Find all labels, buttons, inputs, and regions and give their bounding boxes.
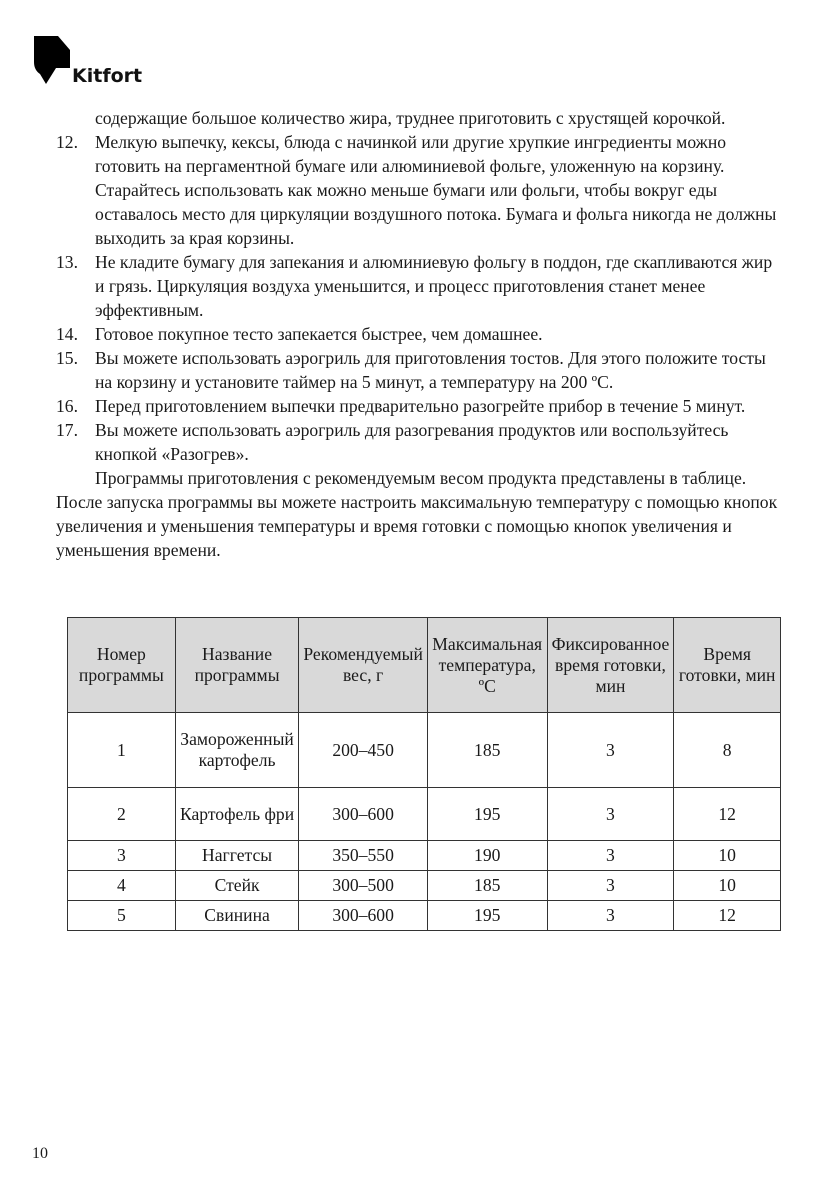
list-item (56, 394, 781, 418)
instructions-text (56, 106, 781, 562)
table-cell: Картофель фри (175, 788, 299, 841)
list-item-text: Перед приготовлением выпечки предварительно разогрейте прибор в течение 5 минут. (95, 396, 746, 416)
table-cell: 3 (547, 901, 674, 931)
list-item (56, 418, 781, 466)
list-item-text: Не кладите бумагу для запекания и алюминиевую фольгу в поддон, где скапливаются жир и грязь. Циркуляция воздуха уменьшится, и процесс приготовления станет менее эффективным. (95, 252, 773, 320)
table-row (68, 841, 781, 871)
list-item-number: 17. (56, 420, 78, 440)
table-cell: 2 (68, 788, 176, 841)
list-item (56, 250, 781, 322)
table-cell: 3 (68, 841, 176, 871)
table-row (68, 901, 781, 931)
header-recommended-weight: Рекомендуемый вес, г (299, 618, 428, 713)
brand-logo (32, 34, 142, 86)
kitfort-logo-icon (32, 34, 72, 86)
table-cell: 3 (547, 713, 674, 788)
table-cell: 10 (674, 841, 781, 871)
list-item (56, 322, 781, 346)
table-cell: 3 (547, 871, 674, 901)
table-cell: 200–450 (299, 713, 428, 788)
table-row (68, 713, 781, 788)
table-cell: Стейк (175, 871, 299, 901)
table-cell: 195 (427, 901, 547, 931)
list-item-text: Вы можете использовать аэрогриль для разогревания продуктов или воспользуйтесь кнопкой «Разогрев». (95, 420, 729, 464)
list-item-number: 14. (56, 324, 78, 344)
list-item-text: Мелкую выпечку, кексы, блюда с начинкой или другие хрупкие ингредиенты можно готовить на пергаментной бумаге или алюминиевой фольге, уложенную на корзину. Старайтесь использовать как можно меньше бумаги или фольги, чтобы вокруг еды оставалось место для циркуляции воздушного потока. Бумага и фольга никогда не должны выходить за края корзины. (95, 132, 777, 248)
list-item (56, 346, 781, 394)
table-cell: 350–550 (299, 841, 428, 871)
table-cell: 185 (427, 871, 547, 901)
table-cell: 4 (68, 871, 176, 901)
header-program-number: Номер программы (68, 618, 176, 713)
programs-table (67, 617, 781, 931)
table-cell: 1 (68, 713, 176, 788)
table-cell: 190 (427, 841, 547, 871)
table-header-row (68, 618, 781, 713)
table-cell: 5 (68, 901, 176, 931)
table-cell: 12 (674, 901, 781, 931)
list-item-text: Готовое покупное тесто запекается быстрее, чем домашнее. (95, 324, 543, 344)
header-fixed-time: Фиксированное время готовки, мин (547, 618, 674, 713)
table-cell: 195 (427, 788, 547, 841)
table-cell: 300–600 (299, 788, 428, 841)
brand-name: Kitfort (72, 65, 143, 87)
table-row (68, 788, 781, 841)
table-cell: Свинина (175, 901, 299, 931)
table-cell: 300–500 (299, 871, 428, 901)
list-item-number: 13. (56, 252, 78, 272)
table-cell: 300–600 (299, 901, 428, 931)
page-number: 10 (32, 1145, 48, 1162)
header-program-name: Название программы (175, 618, 299, 713)
list-item-number: 15. (56, 348, 78, 368)
list-item-text: Вы можете использовать аэрогриль для приготовления тостов. Для этого положите тосты на корзину и установите таймер на 5 минут, а температуру на 200 ºC. (95, 348, 766, 392)
table-cell: 3 (547, 788, 674, 841)
table-cell: 3 (547, 841, 674, 871)
table-cell: 12 (674, 788, 781, 841)
table-cell: 10 (674, 871, 781, 901)
table-cell: 185 (427, 713, 547, 788)
table-cell: Замороженный картофель (175, 713, 299, 788)
list-item-number: 12. (56, 132, 78, 152)
programs-paragraph: Программы приготовления с рекомендуемым весом продукта представлены в таблице. После запуска программы вы можете настроить максимальную температуру с помощью кнопок увеличения и уменьшения температуры и время готовки с помощью кнопок увеличения и уменьшения времени. (56, 468, 778, 560)
continuation-text: содержащие большое количество жира, труднее приготовить с хрустящей корочкой. (95, 108, 726, 128)
table-cell: Наггетсы (175, 841, 299, 871)
table-cell: 8 (674, 713, 781, 788)
table-row (68, 871, 781, 901)
list-item-number: 16. (56, 396, 78, 416)
header-cooking-time: Время готовки, мин (674, 618, 781, 713)
list-item (56, 130, 781, 250)
header-max-temperature: Максимальная температура, ºC (427, 618, 547, 713)
